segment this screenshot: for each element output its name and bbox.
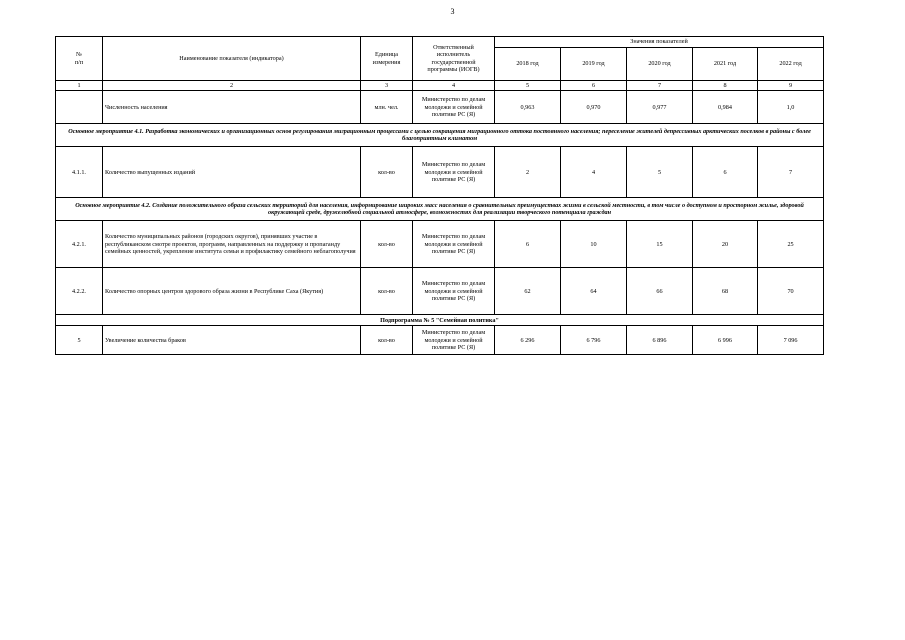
table-row — [56, 221, 824, 268]
row-value-2018: 6 296 — [495, 326, 561, 355]
row-executor: Министерство по делам молодежи и семейной политике РС (Я) — [413, 147, 495, 198]
column-number: 7 — [627, 81, 693, 91]
row-value-2022: 1,0 — [758, 91, 824, 124]
row-unit: млн. чел. — [361, 91, 413, 124]
section-row — [56, 198, 824, 221]
row-value-2020: 66 — [627, 268, 693, 315]
row-value-2021: 68 — [693, 268, 758, 315]
header-year: 2018 год — [495, 48, 561, 81]
header-year: 2019 год — [561, 48, 627, 81]
row-num: 5 — [56, 326, 103, 355]
column-numbers-row — [56, 81, 824, 91]
row-name: Количество опорных центров здорового образа жизни в Республике Саха (Якутия) — [103, 268, 361, 315]
indicators-table — [55, 36, 824, 355]
row-value-2019: 10 — [561, 221, 627, 268]
subprogram-title: Подпрограмма № 5 "Семейная политика" — [56, 315, 824, 326]
row-value-2019: 4 — [561, 147, 627, 198]
row-name: Увеличение количества браков — [103, 326, 361, 355]
row-value-2022: 70 — [758, 268, 824, 315]
column-number: 6 — [561, 81, 627, 91]
row-num: 4.1.1. — [56, 147, 103, 198]
row-executor: Министерство по делам молодежи и семейной политике РС (Я) — [413, 221, 495, 268]
section-title: Основное мероприятие 4.1. Разработка экономических и организационных основ регулирования миграционным процессами с целью сокращения миграционного оттока постоянного населения; переселение жителей депрессивных арктических поселков в районы с более благоприятным климатом — [56, 124, 824, 147]
row-num: 4.2.1. — [56, 221, 103, 268]
row-value-2018: 62 — [495, 268, 561, 315]
section-row — [56, 124, 824, 147]
column-number: 2 — [103, 81, 361, 91]
table-row — [56, 326, 824, 355]
column-number: 1 — [56, 81, 103, 91]
column-number: 3 — [361, 81, 413, 91]
column-number: 9 — [758, 81, 824, 91]
table-row — [56, 147, 824, 198]
header-name: Наименование показателя (индикатора) — [103, 37, 361, 81]
row-num — [56, 91, 103, 124]
column-number: 5 — [495, 81, 561, 91]
header-values-group: Значения показателей — [495, 37, 824, 48]
column-number: 4 — [413, 81, 495, 91]
row-value-2019: 0,970 — [561, 91, 627, 124]
row-value-2020: 0,977 — [627, 91, 693, 124]
header-row — [56, 37, 824, 48]
row-executor: Министерство по делам молодежи и семейной политике РС (Я) — [413, 268, 495, 315]
row-num: 4.2.2. — [56, 268, 103, 315]
header-year: 2022 год — [758, 48, 824, 81]
column-number: 8 — [693, 81, 758, 91]
row-value-2021: 0,984 — [693, 91, 758, 124]
row-value-2018: 0,963 — [495, 91, 561, 124]
row-value-2020: 5 — [627, 147, 693, 198]
row-value-2018: 6 — [495, 221, 561, 268]
header-num: № п/п — [56, 37, 103, 81]
header-year: 2020 год — [627, 48, 693, 81]
row-name: Численность населения — [103, 91, 361, 124]
row-unit: кол-во — [361, 221, 413, 268]
header-year: 2021 год — [693, 48, 758, 81]
row-value-2021: 20 — [693, 221, 758, 268]
row-value-2022: 25 — [758, 221, 824, 268]
row-value-2022: 7 — [758, 147, 824, 198]
row-executor: Министерство по делам молодежи и семейной политике РС (Я) — [413, 326, 495, 355]
section-title: Основное мероприятие 4.2. Создание положительного образа сельских территорий для населения, информирование широких масс населения о сравнительных преимуществах жизни в сельской местности, в том числе о доступном и просторном жилье, здоровой окружающей среде, дружелюбной социальной атмосфере, возможностях для реализации творческого потенциала граждан — [56, 198, 824, 221]
row-unit: кол-во — [361, 147, 413, 198]
table-row — [56, 268, 824, 315]
row-value-2022: 7 096 — [758, 326, 824, 355]
row-unit: кол-во — [361, 326, 413, 355]
header-unit: Единица измерения — [361, 37, 413, 81]
row-name: Количество муниципальных районов (городских округов), принявших участие в республиканском смотре проектов, программ, направленных на поддержку и пропаганду семейных ценностей, укрепление института семьи и профилактику семейного неблагополучия — [103, 221, 361, 268]
page-number: 3 — [450, 7, 455, 16]
row-value-2018: 2 — [495, 147, 561, 198]
row-name: Количество выпущенных изданий — [103, 147, 361, 198]
row-value-2019: 6 796 — [561, 326, 627, 355]
subprogram-row — [56, 315, 824, 326]
header-executor: Ответственный исполнитель государственной программы (ИОГВ) — [413, 37, 495, 81]
table-row — [56, 91, 824, 124]
row-value-2020: 6 896 — [627, 326, 693, 355]
row-unit: кол-во — [361, 268, 413, 315]
row-value-2021: 6 996 — [693, 326, 758, 355]
row-executor: Министерство по делам молодежи и семейной политике РС (Я) — [413, 91, 495, 124]
row-value-2020: 15 — [627, 221, 693, 268]
row-value-2021: 6 — [693, 147, 758, 198]
row-value-2019: 64 — [561, 268, 627, 315]
